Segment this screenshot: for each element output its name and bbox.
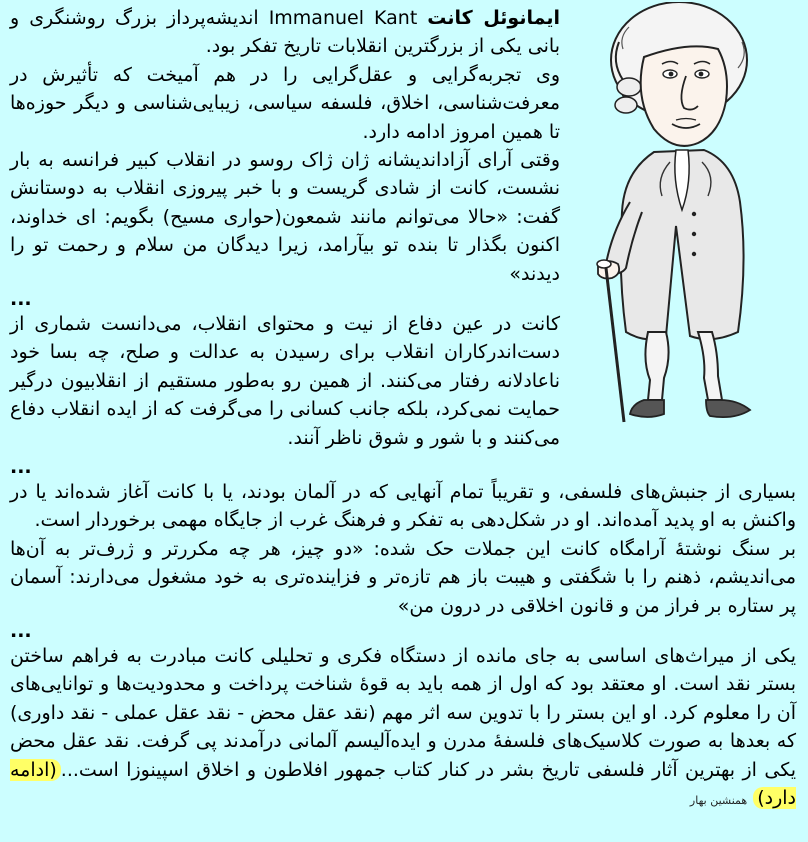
intro-text: اندیشه‌پرداز بزرگ روشنگری و بانی یکی از بزرگترین انقلابات تاریخ تفکر بود. xyxy=(10,7,560,58)
critique-paragraph xyxy=(10,642,796,815)
influence-paragraph: وی تجربه‌گرایی و عقل‌گرایی را در هم آمیخت که تأثیرش در معرفت‌شناسی، اخلاق، فلسفه سیاسی، زیبایی‌شناسی و دیگر حوزه‌ها تا همین امروز ادامه دارد. xyxy=(10,63,560,143)
epitaph-paragraph: بر سنگ نوشتهٔ آرامگاه کانت این جملات حک شده: «دو چیز، هر چه مکررتر و ژرف‌تر به آن‌ها می‌اندیشم، ذهنم را با شگفتی و هیبت باز هم تازه‌تر و فزاینده‌تری به خود مشغول می‌دارند: آسمان پر ستاره بر فراز من و قانون اخلاقی در درون من» xyxy=(10,537,796,617)
intro-paragraph xyxy=(10,4,560,61)
revolution-paragraph: وقتی آرای آزاداندیشانه ژان ژاک روسو در انقلاب کبیر فرانسه به بار نشست، کانت از شادی گریست و با خبر پیروزی انقلاب به دوستانش گفت: «حالا می‌توانم مانند شمعون(حواری مسیح) بگویم: ای خداوند، اکنون بگذار تا بنده تو بیآرامد، زیرا دیدگان من سلام و رحمت تو را دیدند» xyxy=(10,149,560,285)
name-fa: ایمانوئل کانت xyxy=(427,7,560,29)
ellipsis-separator: ... xyxy=(10,620,32,643)
top-text-column xyxy=(10,4,560,452)
to-be-continued-badge: (ادامه دارد) xyxy=(10,758,796,810)
walking-cane xyxy=(597,260,624,422)
revolution-defense-paragraph: کانت در عین دفاع از نیت و محتوای انقلاب، می‌دانست شماری از دست‌اندرکاران انقلاب برای رسیدن به عدالت و صلح، چه بسا خود ناعادلانه رفتار می‌کنند. از همین رو به‌طور مستقیم از انقلابیون درگیر حمایت نمی‌کرد، بلکه جانب کسانی را می‌گرفت که از ایده انقلاب دفاع می‌کنند و با شور و شوق ناظر آنند. xyxy=(10,313,560,449)
movements-paragraph: بسیاری از جنبش‌های فلسفی، و تقریباً تمام آنهایی که در آلمان بودند، یا با کانت آغاز شده‌اند یا در واکنش به او پدید آمده‌اند. او در شکل‌دهی به تفکر و فرهنگ غرب از جایگاه مهمی برخوردار است. xyxy=(10,481,796,532)
legs xyxy=(630,332,750,417)
ellipsis-separator: ... xyxy=(10,288,32,311)
kant-caricature-illustration xyxy=(584,2,806,432)
critique-text: یکی از میراث‌های اساسی به جای مانده از دستگاه فکری و تحلیلی کانت مبادرت به فراهم ساختن بستر نقد است. او معتقد بود که اول از همه باید به قوهٔ شناخت پرداخت و محدودیت‌ها و توانایی‌های آن را معلوم کرد. او این بستر را با تدوین سه اثر مهم (نقد عقل محض - نقد عقل عملی - نقد داوری) که بعدها به صورت کلاسیک‌های فلسفهٔ مدرن و ایده‌آلیسم آلمانی درآمدند پی گرفت. نقد عقل محض یکی از بهترین آثار فلسفی تاریخ بشر در کنار کتاب جمهور افلاطون و اخلاق اسپینوزا است... xyxy=(10,645,796,781)
face xyxy=(641,46,727,146)
name-en: Immanuel Kant xyxy=(268,7,418,29)
coat xyxy=(621,150,744,339)
signature: همنشین بهار xyxy=(689,794,748,808)
ellipsis-separator: ... xyxy=(10,456,32,478)
bottom-text-column xyxy=(10,456,796,815)
